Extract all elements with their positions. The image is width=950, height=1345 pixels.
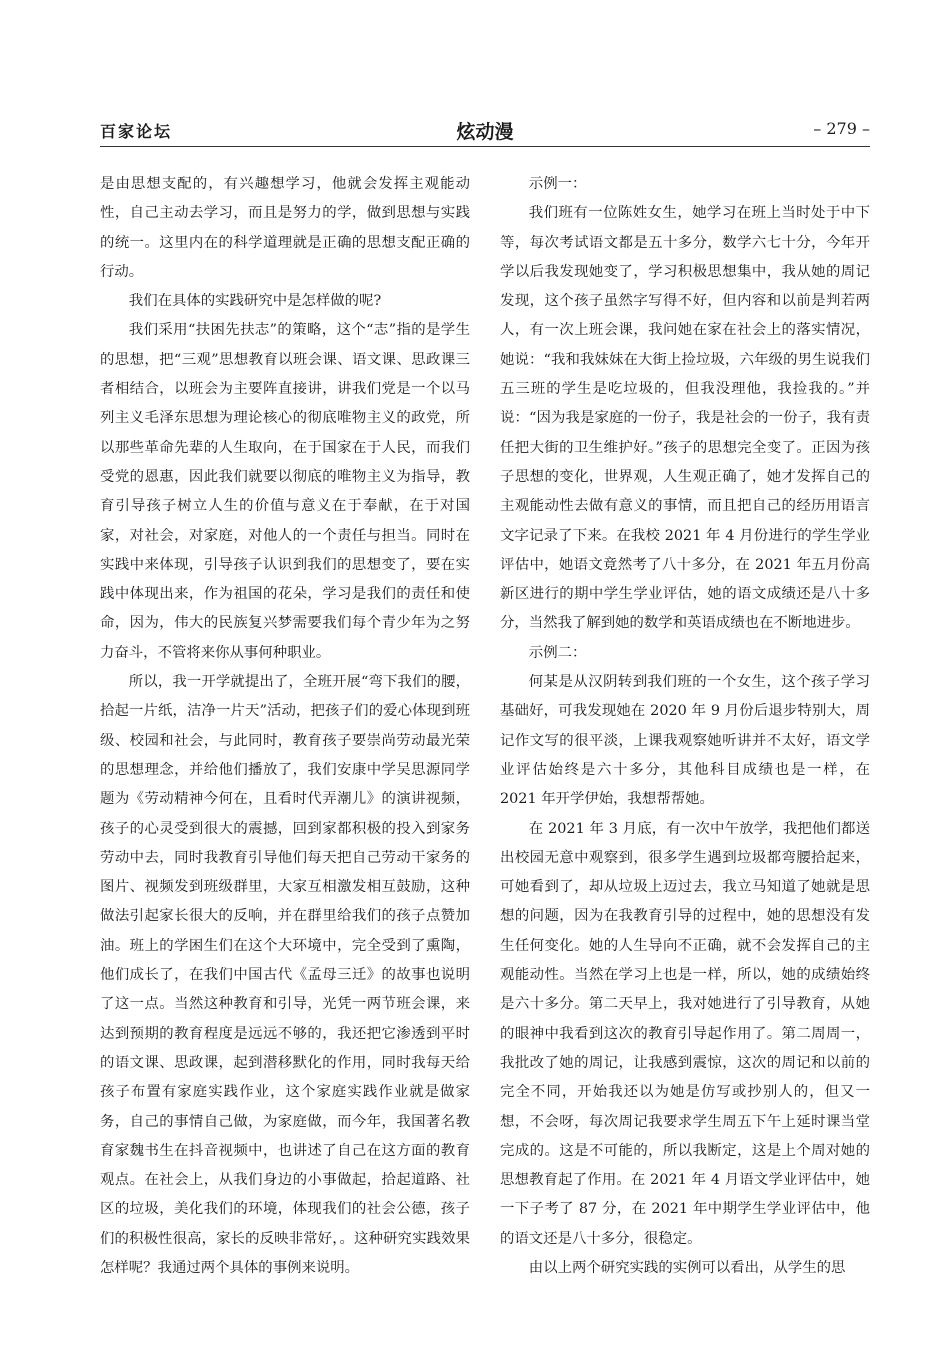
left-column [100,170,470,1283]
example-heading: 示例一： [528,176,587,192]
paragraph: 在 2021 年 3 月底，有一次中午放学，我把他们都送出校园无意中观察到，很多学生遇到垃圾都弯腰拾起来，可她看到了，却从垃圾上迈过去，我立马知道了她就是思想的问题，因为在我教育引导的过程中，她的思想没有发生任何变化。她的人生导向不正确，就不会发挥自己的主观能动性。当然在学习上也是一样，所以，她的成绩始终是六十多分。第二天早上，我对她进行了引导教育，从她的眼神中我看到这次的教育引导起作用了。第二周周一，我批改了她的周记，让我感到震惊，这次的周记和以前的完全不同，开始我还以为她是仿写或抄别人的，但又一想，不会呀，每次周记我要求学生周五下午上延时课当堂完成的。这是不可能的，所以我断定，这是上个周对她的思想教育起了作用。在 2021 年 4 月语文学业评估中，她一下子考了 87 分，在 2021 年中期学生学业评估中，他的语文还是八十多分，很稳定。 [500,820,870,1247]
paragraph: 何某是从汉阴转到我们班的一个女生，这个孩子学习基础好，可我发现她在 2020 年 9 月份后退步特别大，周记作文写的很平淡，上课我观察她听讲并不太好，语文学业评估始终是六十多分，其他科目成绩也是一样，在 2021 年开学伊始，我想帮帮她。 [500,674,870,808]
paragraph: 是由思想支配的，有兴趣想学习，他就会发挥主观能动性，自己主动去学习，而且是努力的学，做到思想与实践的统一。这里内在的科学道理就是正确的思想支配正确的行动。 [100,176,470,280]
paragraph: 由以上两个研究实践的实例可以看出，从学生的思 [528,1259,846,1276]
paragraph: 我们采用“扶困先扶志”的策略，这个“志”指的是学生的思想，把“三观”思想教育以班会课、语文课、思政课三者相结合，以班会为主要阵直接讲，讲我们党是一个以马列主义毛泽东思想为理论核心的彻底唯物主义的政党，所以那些革命先辈的人生取向，在于国家在于人民，而我们受党的恩惠，因此我们就要以彻底的唯物主义为指导，教育引导孩子树立人生的价值与意义在于奉献，在于对国家，对社会，对家庭，对他人的一个责任与担当。同时在实践中来体现，引导孩子认识到我们的思想变了，要在实践中体现出来，作为祖国的花朵，学习是我们的责任和使命，因为，伟大的民族复兴梦需要我们每个青少年为之努力奋斗，不管将来你从事何种职业。 [100,322,470,661]
header-rule [100,146,870,147]
paragraph: 所以，我一开学就提出了，全班开展“弯下我们的腰，拾起一片纸，洁净一片天”活动，把孩子们的爱心体现到班级、校园和社会，与此同时，教育孩子要崇尚劳动最光荣的思想理念，并给他们播放了，我们安康中学吴思源同学题为《劳动精神今何在，且看时代弄潮儿》的演讲视频，孩子的心灵受到很大的震撼，回到家都积极的投入到家务劳动中去，同时我教育引导他们每天把自己劳动干家务的图片、视频发到班级群里，大家互相激发相互鼓励，这种做法引起家长很大的反响，并在群里给我们的孩子点赞加油。班上的学困生们在这个大环境中，完全受到了熏陶，他们成长了，在我们中国古代《孟母三迁》的故事也说明了这一点。当然这种教育和引导，光凭一两节班会课，来达到预期的教育程度是远远不够的，我还把它渗透到平时的语文课、思政课，起到潜移默化的作用，同时我每天给孩子布置有家庭实践作业，这个家庭实践作业就是做家务，自己的事情自己做，为家庭做，而今年，我国著名教育家魏书生在抖音视频中，也讲述了自己在这方面的教育观点。在社会上，从我们身边的小事做起，拾起道路、社区的垃圾，美化我们的环境，体现我们的社会公德，孩子们的积极性很高，家长的反映非常好，。这种研究实践效果怎样呢？我通过两个具体的事例来说明。 [100,674,470,1276]
page-number: – 279 – [813,119,870,138]
example-heading: 示例二： [528,644,587,661]
page-header [100,117,870,145]
paragraph: 我们在具体的实践研究中是怎样做的呢? [128,293,382,310]
section-title: 百家论坛 [100,122,173,141]
paragraph: 我们班有一位陈姓女生，她学习在班上当时处于中下等，每次考试语文都是五十多分，数学六七十分，今年开学以后我发现她变了，学习积极思想集中，我从她的周记发现，这个孩子虽然字写得不好，但内容和以前是判若两人，有一次上班会课，我问她在家在社会上的落实情况，她说：“我和我妹妹在大街上捡垃圾，六年级的男生说我们五三班的学生是吃垃圾的，但我没理他，我捡我的。”并说：“因为我是家庭的一份子，我是社会的一份子，我有责任把大街的卫生维护好。”孩子的思想完全变了。正因为孩子思想的变化，世界观，人生观正确了，她才发挥自己的主观能动性去做有意义的事情，而且把自己的经历用语言文字记录了下来。在我校 2021 年 4 月份进行的学生学业评估中，她语文竟然考了八十多分，在 2021 年五月份高新区进行的期中学生学业评估，她的语文成绩还是八十多分，当然我了解到她的数学和英语成绩也在不断地进步。 [500,205,870,632]
right-column [500,170,870,1283]
journal-title: 炫动漫 [456,121,514,143]
